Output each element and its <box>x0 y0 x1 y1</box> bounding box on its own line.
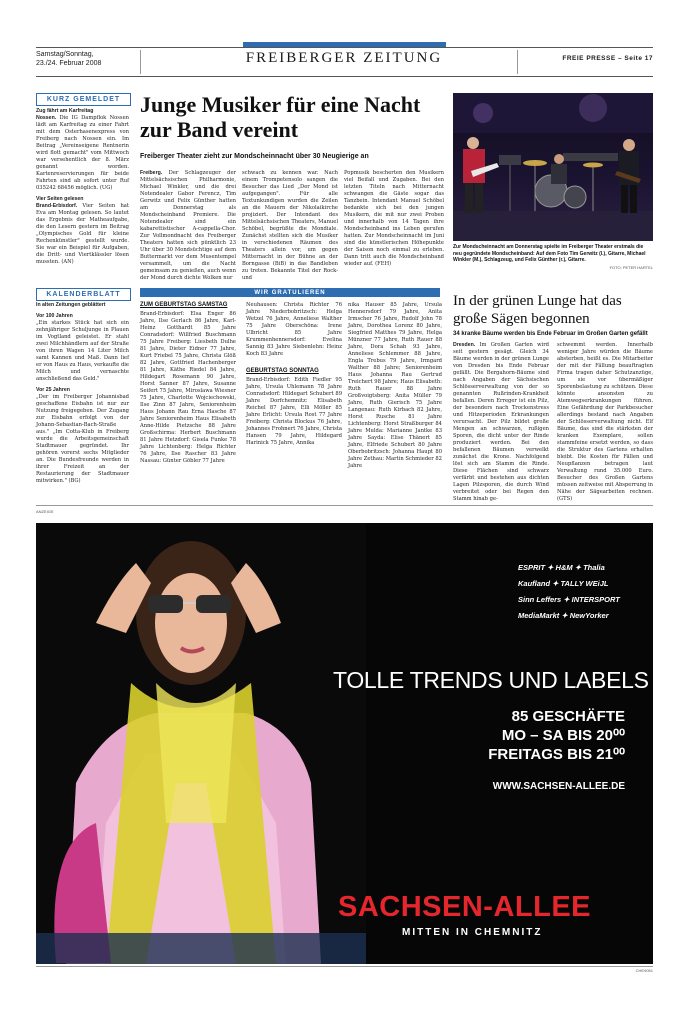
lunge-subheadline: 34 kranke Bäume werden bis Ende Februar im Großen Garten gefällt <box>453 331 648 337</box>
ad-bottom-rule <box>36 966 653 967</box>
ad-logo-row-3: Sinn Leffers ✦ INTERSPORT <box>518 595 620 604</box>
lunge-column-1: Dresden. Im Großen Garten wird seit gestern gesägt. Gleich 34 Bäume werden in der grünen Lunge von Dresden bis Ende Februar gefällt. Die Bergahorn-Bäume sind nach Angaben der Sächsischen Schlösserverwaltung von der so genannten Rußrinden-Krankheit befallen. Deren Erreger ist ein Pilz, der besonders nach Trockenstress und Hitzeperioden Erkrankungen verursacht. Der Pilz bildet große Mengen an schwarzen, rußigen Sporen, die dicht unter der Rinde produziert werden. Bei den befallenen Bäumen verwelkt zunächst die Krone. Nachfolgend löst sich am Stamm die Rinde. Diese Flächen sind schwarz verfärbt und bestehen aus dichten Lagen Pilzsporen, die durch Wind verbreitet oder bei Regen den Stamm hinab ge- <box>453 342 549 502</box>
concert-photo <box>453 93 653 241</box>
ad-url: WWW.SACHSEN-ALLEE.DE <box>492 781 625 792</box>
header-divider-left <box>140 50 141 74</box>
kalenderblatt-text: In alten Zeitungen geblättert Vor 100 Jahren „Ein starkes Stück hat sich ein zehnjähriger Schuljunge in Plauen im Vogtland geleistet. Er stahl zwei Milchhändlern auf der Straße von ihren Wagen 14 Liter Milch samt Kannen und Maß. Dann lief er von Haus zu Haus, verkaufte die Milch und vernaschte anschließend das Geld." Vor 25 Jahren „Der im Freiberger Johannisbad geschaffene Eisbahn ist nur zur Nutzung freigegeben. Der Zugang zur Eisbahn erfolgt von der Johann-Sebastian-Bach-Straße aus." „Im Cotta-Klub in Freiberg wurde die Arbeitsgemeinschaft Stadtmauer gegründet. Ihr gehören vorerst sechs Mitglieder an. Die Bundesfreunde werden in ihrer Freizeit an der Restaurierung der Stadtmauer mitwirken." (BG) <box>36 302 129 484</box>
header-date: Samstag/Sonntag, 23./24. Februar 2008 <box>36 51 102 67</box>
concert-photo-image <box>453 93 653 241</box>
ad-shops: 85 GESCHÄFTE <box>511 708 625 725</box>
ad-logo-row-4: MediaMarkt ✦ NewYorker <box>518 611 609 620</box>
ad-hours-weekday: MO – SA BIS 20⁰⁰ <box>501 727 625 744</box>
main-subheadline: Freiberger Theater zieht zur Mondscheinnacht über 30 Neugierige an <box>140 153 369 160</box>
main-headline: Junge Musiker für eine Nacht zur Band vereint <box>140 92 421 142</box>
ad-headline: TOLLE TRENDS UND LABELS <box>333 667 649 693</box>
gratulieren-column-2b: Brand-Erbisdorf: Edith Fiedler 95 Jahre, Ursula Uhlemann 78 Jahre Conradsdorf: Hildegart Schubert 89 Jahre Dorfchemnitz: Elisabeth Reichel 87 Jahre, Elli Möller 85 Jahre Erlicht: Ursula Rost 77 Jahre Freiberg: Christa Blockus 76 Jahre, Johannes Frohnert 76 Jahre, Christa Hansen 79 Jahre, Hildegard Harinick 75 Jahre, Annika <box>246 377 342 446</box>
header-rule-bottom <box>36 76 653 77</box>
gratulieren-title: WIR GRATULIEREN <box>254 290 326 296</box>
header-rule-top <box>36 47 653 48</box>
kurz-gemeldet-text: Zug fährt am Karfreitag Nossen. Die IG Dampflok Nossen lädt am Karfreitag zu einer Fahrt mit dem Osterhasenexpress von Freiberg nach Nossen ein. Im Beitrag „Vereinseigene Rentnerin wird flott gemacht" vom Mittwoch war versehentlich der 8. März genannt worden. Kartenreservierungen für beide Fahrten sind ab sofort unter Ruf 035242 68456 möglich. (UG) Vier Seiten gelesen Brand-Erbisdorf. Vier Seiten hat Eva am Montag gelesen. So lautet das Ergebnis der Matheaufgabe, die den Lesern gestern im Beitrag „Olympisches Gold für kleine Rechenkünstler" gestellt wurde. Sie war ein Beispiel für Aufgaben, die Dritt- und Viertklässler lösen mussten. (AN) <box>36 108 129 265</box>
ad-logo-row-1: ESPRIT ✦ H&M ✦ Thalia <box>518 563 605 572</box>
ad-logo-row-2: Kaufland ✦ TALLY WEiJL <box>518 579 609 588</box>
main-column-2: schwach zu kennen war. Nach einem Trompetensolo sangen die Besucher das Lied „Der Mond ist aufgegangen". Für alle Textunkundigen wurden die Zeilen an die Mauern der Nikolaikirche projiziert. Der Intendant des Mittelsächsischen Theaters, Manuel Schöbel, begrüßte die Mondiale. Zunächst stellten sich die Musiker in verschiedenen Räumen des Theaters allein vor, um gegen Mitternacht in der Bühne an der Borngasse (BiB) in das Bandleben zu treten. Bekannte Titel der Rock- und <box>242 170 338 281</box>
main-column-3: Popmusik bescherten den Musikern viel Beifall und Zugaben. Bei den letzten Titeln nach Mitternacht schwangen die Gäste sogar das Tanzbein. Intendant Manuel Schöbel bedankte sich bei den jungen Musikern, die mit nur zwei Proben und innerhalb von 14 Tagen ihre Mondscheinband ins Leben gerufen hatten. Zur Mondscheinnacht im Juni sind die künstlerischen Höhepunkte der Saison noch einmal zu erleben. Dann tritt auch die Mondscheinband wieder auf. (FEH) <box>344 170 444 267</box>
sachsen-allee-ad <box>36 523 653 964</box>
kalenderblatt-title: KALENDERBLATT <box>36 288 131 301</box>
gratulieren-column-2a: Neuhausen: Christa Richter 76 Jahre Niederbobritzsch: Helga Wetzel 76 Jahre, Anneliese Walther 75 Jahre Oberschöna: Irene Ulbricht 85 Jahre Krummenhennersdorf: Evelina Sannig 83 Jahre Siebenlehn: Heinz Koch 83 Jahre <box>246 302 342 357</box>
ad-divider <box>36 505 653 506</box>
lunge-headline: In der grünen Lunge hat das große Sägen begonnen <box>453 293 622 327</box>
kurz-gemeldet-title: KURZ GEMELDET <box>36 93 131 106</box>
lunge-column-2: schwemmt werden. Innerhalb weniger Jahre würden die Bäume absterben, heißt es. Die Mitarbeiter der mit der Fällung beauftragten Firma tragen daher Schutzanzüge, um sie vor übermäßiger Sporenbelastung zu schützen. Diese könnte ansonsten zu Atemwegserkrankungen führen. Eine Gefährdung der Parkbesucher allerdings bestand nach Angaben der Schlösserverwaltung nicht. Elf Bäume, das sind die stärksten der kranken Exemplare, sollen stammfeine ersetzt werden, so dass die Struktur des Gartens erhalten bleibt. Die Kosten für Fällen und Neupflanzen betragen laut Verwaltung rund 35.000 Euro. Besucher des Großen Gartens müssen zeitweise mit Absperrung in Nähe der Sägearbeiten rechnen. (GTS) <box>557 342 653 502</box>
ad-hours-friday: FREITAGS BIS 21⁰⁰ <box>488 746 625 763</box>
newspaper-title: FREIBERGER ZEITUNG <box>245 50 443 66</box>
ad-brand: SACHSEN-ALLEE <box>338 891 592 923</box>
main-column-1: Freiberg. Der Schlagzeuger der Mittelsächsischen Philharmonie, Michael Winkler, und die drei Notendealer Gabor Ferencz, Tim Gerwitz und Felix Günther hatten am Donnerstag als Mondscheinband Premiere. Die Notendealer sind ein kabarettistischer A-cappella-Chor. Zur Vollmondnacht des Freiberger Theaters hatten sich pünktlich 23 Uhr über 30 Mondsüchtige auf dem Buttermarkt vor dem Musentempel versammelt, um die Nacht gemeinsam zu genießen, auch wenn der Mond durch dichte Wolken nur <box>140 170 237 281</box>
gratulieren-column-1: Brand-Erbisdorf: Elsa Enger 86 Jahre, Ilse Gerlach 86 Jahre, Karl-Heinz Gotthardt 85 Jahre Conradsdorf: Willfried Buschmann 75 Jahre Freiberg: Liesbeth Dulhe 81 Jahre, Dieter Eidner 77 Jahre, Kurt Friebel 75 Jahre, Christa Glöß 82 Jahre, Gottfried Hachenberger 81 Jahre, Käthe Riedel 84 Jahre, Hildegart Rosemann 90 Jahre, Horst Sanner 87 Jahre, Susanne Seifert 75 Jahre, Miroslawa Wiesner 75 Jahre, Charlotte Wojciechowski, Ilse Zinn 87 Jahre, Seniorenheim Haus Johann Rau Erna Hasche 87 Jahre Seniorenheim Haus Elisabeth Anne-Hilde Pietzsche 88 Jahre Großschirma: Herbert Buschmann 81 Jahre Hetzdorf: Gisela Funke 78 Jahre Lichtenberg: Helga Richter 76 Jahre, Ilse Rascher 83 Jahre Nassau: Günter Göbler 77 Jahre <box>140 311 236 464</box>
gratulieren-samstag-head: ZUM GEBURTSTAG SAMSTAG <box>140 302 228 308</box>
ad-label: ANZEIGE <box>36 509 54 514</box>
ad-code: CHE9051 <box>635 968 653 973</box>
photo-credit: FOTO: PETER HARTEL <box>609 265 653 270</box>
ad-brand-sub: MITTEN IN CHEMNITZ <box>402 927 543 938</box>
gratulieren-sonntag-head: GEBURTSTAG SONNTAG <box>246 368 319 374</box>
header-divider-right <box>517 50 518 74</box>
page-reference: FREIE PRESSE – Seite 17 <box>562 55 653 62</box>
gratulieren-column-3: nika Hauser 85 Jahre, Ursula Hennersdorf 79 Jahre, Anita Irmscher 76 Jahre, Rudolf John 78 Jahre, Dorothea Lorenz 80 Jahre, Siegfried Matthes 79 Jahre, Helga Münzner 77 Jahre, Ruth Rauer 88 Jahre, Dora Schab 93 Jahre, Anneliese Schlemmer 88 Jahre, Engla Trebus 79 Jahre, Irmgard Walther 88 Jahre; Seniorenheim Haus Johanna Rau Gertrud Treichert 98 Jahre; Haus Elisabeth: Ruth Rauer 88 Jahre Großvoigtsberg: Anita Müller 79 Jahre, Ruth Gierisch 75 Jahre Langenau: Ruth Kirbach 82 Jahre, Horst Rusche 81 Jahre Lichtenberg: Horst Straßburger 84 Jahre Mulda: Marianne Jantke 83 Jahre Sayda: Elise Thänert 85 Jahre, Elfriede Schubert 80 Jahre Oberbobritzsch: Johanna Haupt 80 Jahre Zethau: Martin Schmieder 82 Jahre <box>348 302 442 469</box>
photo-caption: Zur Mondscheinnacht am Donnerstag spielte im Freiberger Theater erstmals die neu gegründete Mondscheinband: Auf dem Foto Tim Gerwitz (l.), Gitarre, Michael Winkler (M.), Schlagzeug, und Felix Günther (r.), Gitarre. <box>453 244 646 263</box>
